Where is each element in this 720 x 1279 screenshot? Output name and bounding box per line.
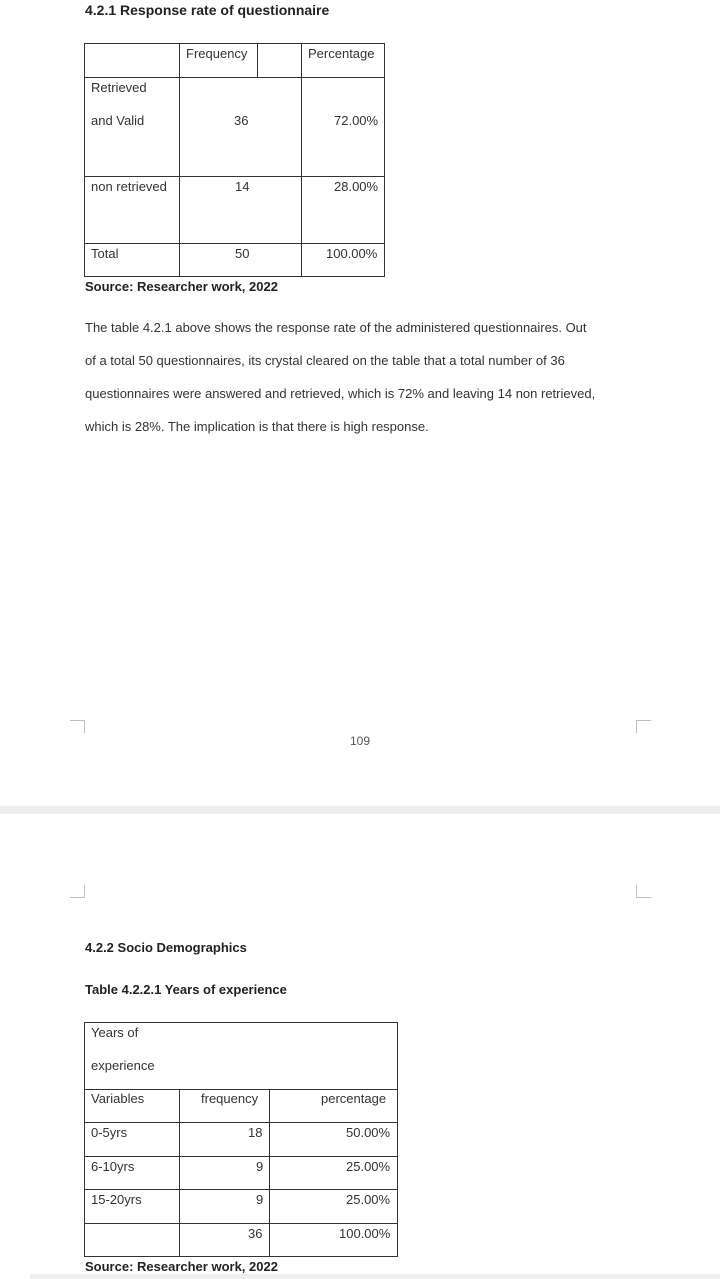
page-number: 109 xyxy=(350,734,371,748)
table-title-years-of-experience: Table 4.2.2.1 Years of experience xyxy=(85,982,287,997)
table-title-line-2: experience xyxy=(91,1058,155,1073)
section-title-response-rate: 4.2.1 Response rate of questionnaire xyxy=(85,2,330,18)
row-nonretrieved-label: non retrieved xyxy=(91,179,167,194)
page-separator xyxy=(0,806,720,814)
row-retrieved-label-1: Retrieved xyxy=(91,80,147,95)
row-frequency: 9 xyxy=(256,1192,264,1207)
table-source: Source: Researcher work, 2022 xyxy=(85,1259,278,1274)
paragraph-line: which is 28%. The implication is that there is high response. xyxy=(85,419,429,434)
row-percentage: 100.00% xyxy=(339,1226,391,1241)
header-variables: Variables xyxy=(91,1091,145,1106)
row-retrieved-percentage: 72.00% xyxy=(334,113,379,128)
header-frequency: Frequency xyxy=(186,46,248,61)
row-frequency: 18 xyxy=(248,1125,263,1140)
section-title-socio-demographics: 4.2.2 Socio Demographics xyxy=(85,940,247,955)
header-percentage: percentage xyxy=(321,1091,387,1106)
row-total-label: Total xyxy=(91,246,119,261)
row-percentage: 25.00% xyxy=(346,1192,391,1207)
row-retrieved-frequency: 36 xyxy=(234,113,249,128)
row-variable: 6-10yrs xyxy=(91,1159,135,1174)
row-retrieved-label-2: and Valid xyxy=(91,113,145,128)
row-frequency: 36 xyxy=(248,1226,263,1241)
row-nonretrieved-percentage: 28.00% xyxy=(334,179,379,194)
page-corner-mark xyxy=(70,720,85,733)
row-total-percentage: 100.00% xyxy=(326,246,378,261)
header-frequency: frequency xyxy=(201,1091,259,1106)
row-frequency: 9 xyxy=(256,1159,264,1174)
row-total-frequency: 50 xyxy=(235,246,250,261)
viewer-bottom-edge xyxy=(30,1274,720,1279)
paragraph-line: of a total 50 questionnaires, its crystal cleared on the table that a total number of 36 xyxy=(85,353,565,368)
page-corner-mark xyxy=(70,885,85,898)
page-corner-mark xyxy=(636,720,651,733)
table-source: Source: Researcher work, 2022 xyxy=(85,279,278,294)
row-percentage: 50.00% xyxy=(346,1125,391,1140)
row-variable: 0-5yrs xyxy=(91,1125,128,1140)
row-nonretrieved-frequency: 14 xyxy=(235,179,250,194)
paragraph-line: The table 4.2.1 above shows the response rate of the administered questionnaires. Out xyxy=(85,320,587,335)
row-variable: 15-20yrs xyxy=(91,1192,142,1207)
header-percentage: Percentage xyxy=(308,46,375,61)
page-corner-mark xyxy=(636,885,651,898)
table-title-line-1: Years of xyxy=(91,1025,139,1040)
row-percentage: 25.00% xyxy=(346,1159,391,1174)
paragraph-line: questionnaires were answered and retrieved, which is 72% and leaving 14 non retrieved, xyxy=(85,386,596,401)
